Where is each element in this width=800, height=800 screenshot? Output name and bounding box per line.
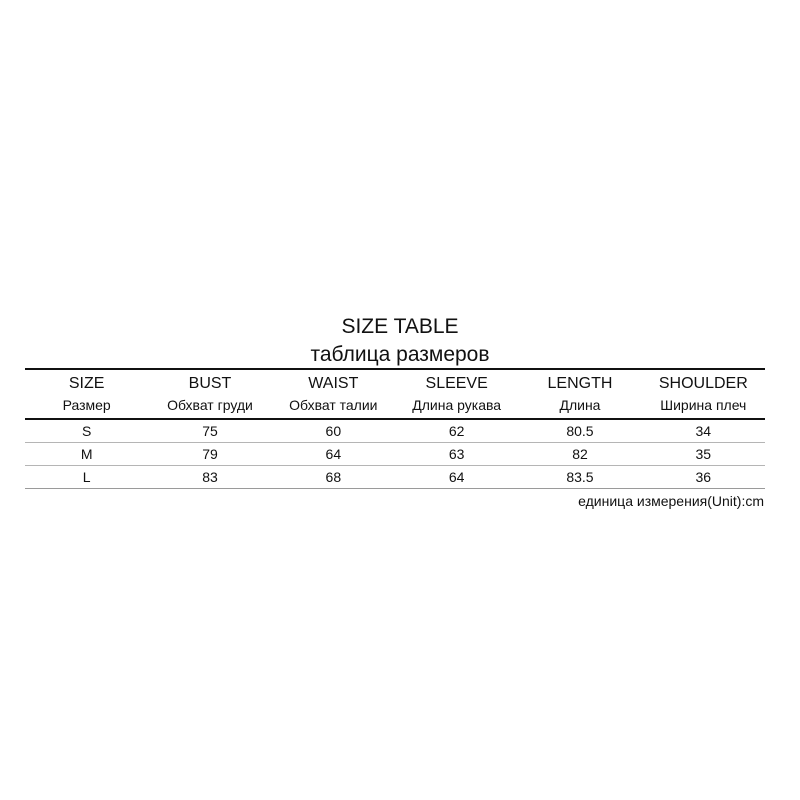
table-row <box>25 466 765 489</box>
header-row-ru <box>25 394 765 420</box>
column-header-length: LENGTH <box>547 375 613 392</box>
cell-bust: 79 <box>202 446 218 462</box>
column-subheader-bust: Обхват груди <box>167 397 253 413</box>
cell-size: M <box>80 446 93 462</box>
cell-waist: 60 <box>325 423 342 439</box>
cell-bust: 83 <box>202 469 218 485</box>
cell-size: L <box>82 469 91 485</box>
column-subheader-sleeve: Длина рукава <box>412 397 502 413</box>
cell-sleeve: 63 <box>448 446 465 462</box>
cell-length: 82 <box>572 446 588 462</box>
cell-waist: 68 <box>325 469 342 485</box>
column-header-bust: BUST <box>188 375 232 392</box>
table-row <box>25 420 765 443</box>
column-subheader-size: Размер <box>62 397 111 413</box>
table-title-en: SIZE TABLE <box>341 315 459 338</box>
cell-sleeve: 64 <box>448 469 465 485</box>
table-row <box>25 443 765 466</box>
column-header-shoulder: SHOULDER <box>658 375 748 392</box>
cell-shoulder: 36 <box>695 469 712 485</box>
column-subheader-length: Длина <box>559 397 601 413</box>
unit-note: единица измерения(Unit):cm <box>578 493 764 509</box>
column-subheader-shoulder: Ширина плеч <box>660 397 747 413</box>
size-table <box>25 368 765 489</box>
header-row-en <box>25 370 765 394</box>
column-header-sleeve: SLEEVE <box>425 375 488 392</box>
cell-shoulder: 35 <box>695 446 712 462</box>
table-title-ru: таблица размеров <box>310 343 490 366</box>
column-header-size: SIZE <box>68 375 105 392</box>
cell-shoulder: 34 <box>695 423 712 439</box>
cell-size: S <box>81 423 92 439</box>
cell-length: 83.5 <box>566 469 594 485</box>
cell-sleeve: 62 <box>448 423 465 439</box>
column-header-waist: WAIST <box>308 375 359 392</box>
column-subheader-waist: Обхват талии <box>289 397 378 413</box>
cell-length: 80.5 <box>566 423 594 439</box>
cell-waist: 64 <box>325 446 342 462</box>
cell-bust: 75 <box>202 423 218 439</box>
